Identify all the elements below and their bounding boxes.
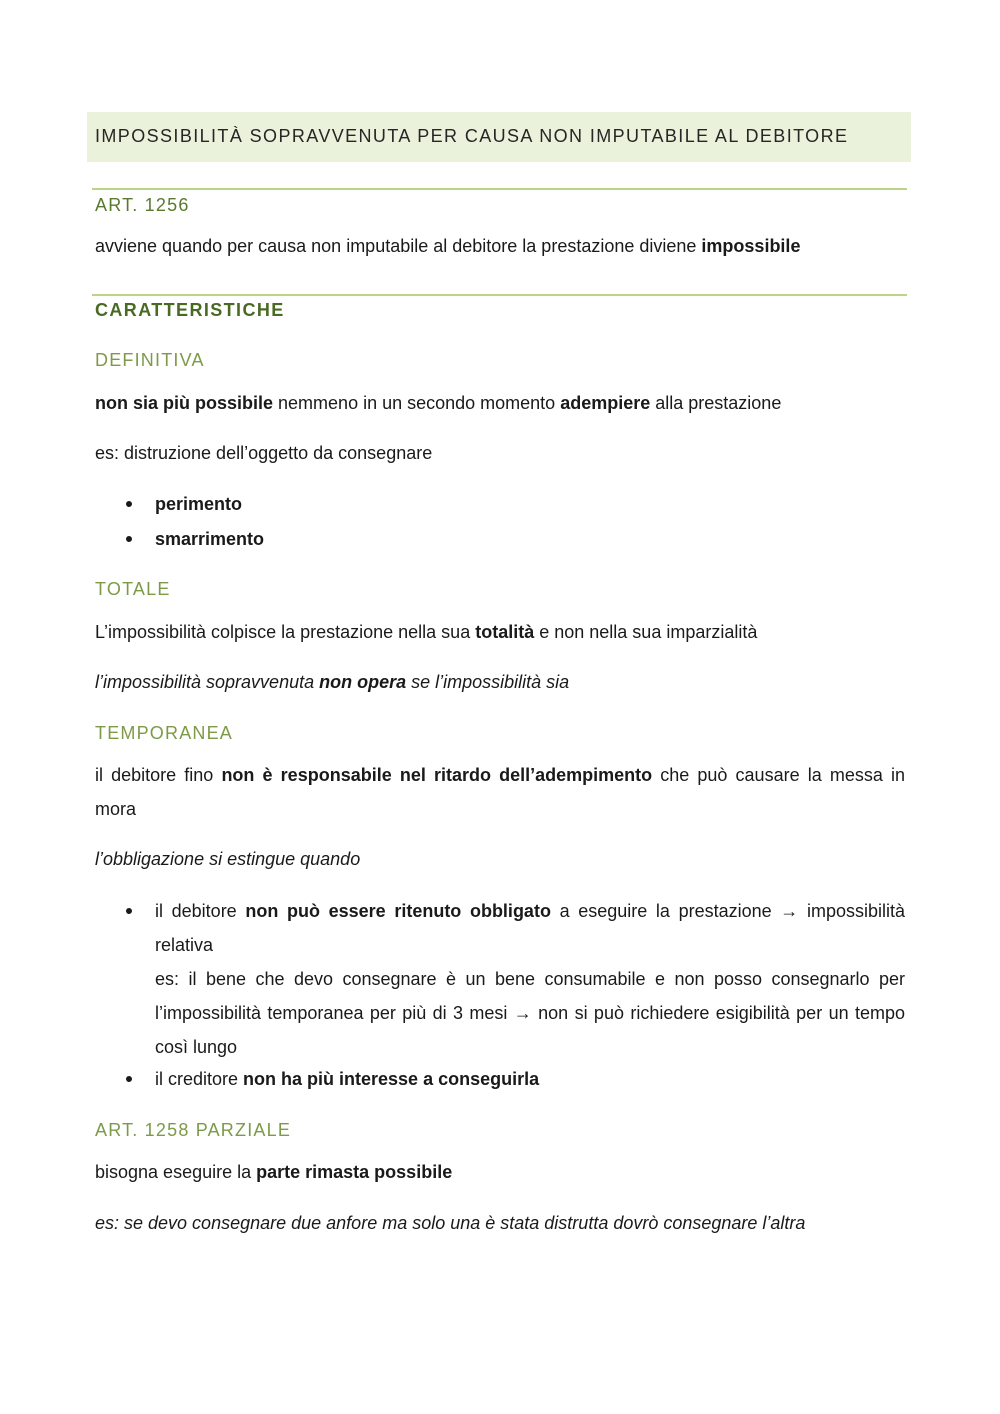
bullet-icon	[124, 522, 134, 532]
list-item: il debitore non può essere ritenuto obbligato a eseguire la prestazione → impossibilità relativa es: il bene che devo consegnare è un bene consumabile e non posso consegnarlo per l’impossibilità temporanea per più di 3 mesi → non si può richiedere esigibilità per un tempo così lungo	[155, 901, 905, 1057]
list-item: smarrimento	[155, 529, 265, 549]
bullet-icon	[124, 894, 134, 904]
totale-note: l’impossibilità sopravvenuta non opera se l’impossibilità sia	[95, 672, 570, 692]
list-item: il creditore non ha più interesse a conseguirla	[155, 1069, 540, 1089]
bullet-icon	[124, 1062, 134, 1072]
totale-paragraph: L’impossibilità colpisce la prestazione nella sua totalità e non nella sua imparzialità	[95, 622, 758, 642]
heading-caratteristiche: CARATTERISTICHE	[95, 300, 285, 320]
list-item: perimento	[155, 494, 243, 514]
heading-totale: TOTALE	[95, 579, 171, 599]
art-1256-text: avviene quando per causa non imputabile al debitore la prestazione diviene impossibile	[95, 236, 801, 256]
heading-temporanea: TEMPORANEA	[95, 723, 234, 743]
section-divider	[92, 188, 907, 190]
definitiva-example: es: distruzione dell’oggetto da consegnare	[95, 443, 433, 463]
temporanea-note: l’obbligazione si estingue quando	[95, 849, 361, 869]
heading-art-1256: ART. 1256	[95, 195, 190, 215]
definitiva-paragraph: non sia più possibile nemmeno in un secondo momento adempiere alla prestazione	[95, 393, 782, 413]
parziale-example: es: se devo consegnare due anfore ma solo una è stata distrutta dovrò consegnare l’altra	[95, 1213, 806, 1233]
list-item-example: es: il bene che devo consegnare è un bene consumabile e non posso consegnarlo per l’impossibilità temporanea per più di 3 mesi → non si può richiedere esigibilità per un tempo così lungo	[155, 969, 905, 1057]
parziale-paragraph: bisogna eseguire la parte rimasta possibile	[95, 1162, 453, 1182]
section-divider	[92, 294, 907, 296]
heading-art-1258-parziale: ART. 1258 PARZIALE	[95, 1120, 292, 1140]
temporanea-paragraph: il debitore fino non è responsabile nel ritardo dell’adempimento che può causare la messa in mora	[95, 765, 905, 819]
page-title: IMPOSSIBILITÀ SOPRAVVENUTA PER CAUSA NON IMPUTABILE AL DEBITORE	[95, 126, 849, 146]
bullet-icon	[124, 487, 134, 497]
heading-definitiva: DEFINITIVA	[95, 350, 205, 370]
